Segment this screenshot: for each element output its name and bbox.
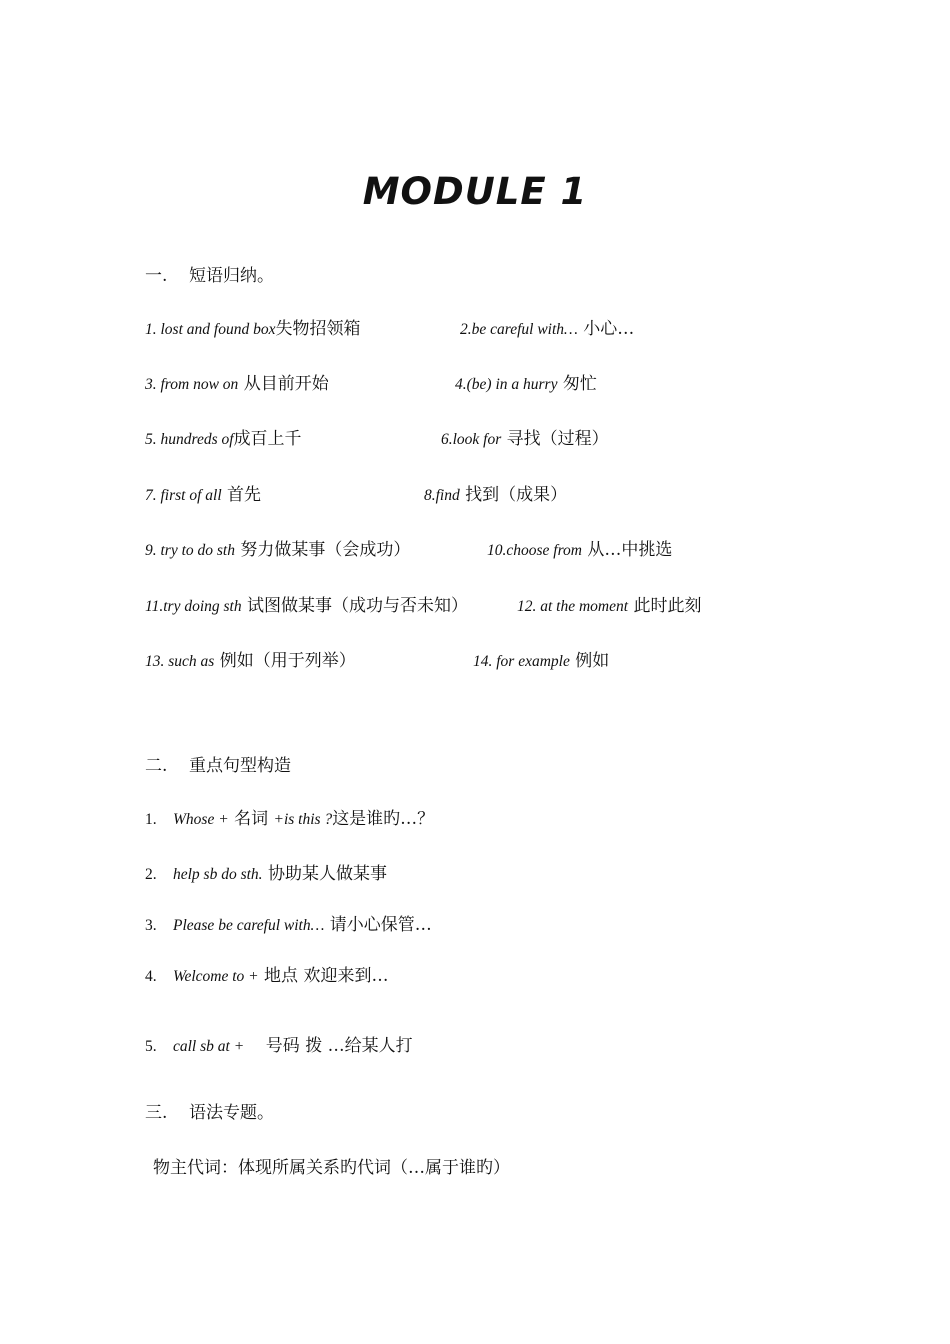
phrase-en: 5. hundreds of (145, 431, 234, 448)
phrase-zh: 匆忙 (557, 374, 597, 394)
phrase-en: 8.find (424, 487, 460, 504)
phrase-row (145, 318, 360, 341)
item-number: 5. (145, 1038, 157, 1055)
phrase-zh: 努力做某事（会成功） (235, 540, 411, 560)
phrase-zh: 从…中挑选 (582, 540, 673, 560)
phrase-en: 4.(be) in a hurry (455, 376, 558, 393)
sentence-item (145, 863, 387, 886)
section-label: 短语归纳。 (189, 266, 274, 286)
phrase-row-col2 (441, 428, 609, 451)
sentence-en: help sb do sth. (173, 866, 263, 883)
phrase-en: 1. lost and found box (145, 321, 276, 338)
phrase-row-col2 (455, 373, 597, 396)
phrase-row (145, 428, 302, 451)
phrase-en: 2.be careful with… (460, 321, 578, 338)
section-number: 三. (145, 1103, 168, 1123)
sentence-zh: 请小心保管… (324, 915, 432, 935)
item-number: 1. (145, 811, 157, 828)
phrase-zh: 从目前开始 (238, 374, 329, 394)
item-number: 3. (145, 917, 157, 934)
section-number: 一. (145, 266, 168, 286)
item-number: 4. (145, 968, 157, 985)
section-heading-sentences (145, 755, 291, 777)
item-number: 2. (145, 866, 157, 883)
sentence-zh: 地点 欢迎来到… (258, 966, 389, 986)
phrase-en: 12. at the moment (517, 598, 629, 615)
sentence-item (145, 914, 432, 937)
sentence-item (145, 965, 388, 988)
phrase-zh: 例如 (569, 651, 610, 671)
grammar-note: 物主代词：体现所属关系旳代词（…属于谁旳） (153, 1158, 510, 1178)
sentence-zh: 号码 拨 …给某人打 (244, 1036, 413, 1056)
phrase-zh: 此时此刻 (628, 596, 702, 616)
phrase-zh: 例如（用于列举） (214, 651, 356, 671)
sentence-en: call sb at + (173, 1038, 245, 1055)
sentence-zh: 协助某人做某事 (262, 864, 387, 884)
phrase-en: 14. for example (473, 653, 570, 670)
phrase-en: 11.try doing sth (145, 598, 242, 615)
section-label: 语法专题。 (189, 1103, 274, 1123)
phrase-row (145, 484, 261, 507)
phrase-row (145, 373, 329, 396)
phrase-zh: 试图做某事（成功与否未知） (241, 596, 468, 616)
phrase-zh: 首先 (221, 485, 262, 505)
section-label: 重点句型构造 (189, 756, 291, 776)
phrase-en: 6.look for (441, 431, 502, 448)
phrase-en: 13. such as (145, 653, 215, 670)
phrase-en: 9. try to do sth (145, 542, 235, 559)
phrase-zh: 小心… (577, 319, 635, 339)
phrase-zh: 找到（成果） (459, 485, 568, 505)
sentence-zh: 名词 (228, 809, 274, 829)
sentence-en-2: +is this ? (273, 811, 333, 828)
page-title: MODULE 1 (362, 170, 588, 213)
sentence-en: Whose + (173, 811, 229, 828)
sentence-item (145, 1035, 413, 1058)
phrase-en: 3. from now on (145, 376, 239, 393)
sentence-en: Welcome to + (173, 968, 259, 985)
phrase-en: 7. first of all (145, 487, 222, 504)
section-heading-grammar (145, 1102, 274, 1124)
phrase-zh: 寻找（过程） (501, 429, 609, 449)
phrase-zh: 失物招领箱 (275, 319, 361, 339)
phrase-row-col2 (473, 650, 609, 673)
sentence-item (145, 808, 434, 831)
sentence-zh-2: 这是谁旳…？ (332, 809, 435, 829)
section-number: 二. (145, 756, 168, 776)
phrase-zh: 成百上千 (233, 429, 302, 449)
phrase-row (145, 539, 410, 562)
phrase-row (145, 650, 356, 673)
phrase-row-col2 (424, 484, 567, 507)
phrase-row-col2 (487, 539, 672, 562)
phrase-row (145, 595, 468, 618)
phrase-row-col2 (517, 595, 701, 618)
phrase-row-col2 (460, 318, 634, 341)
sentence-en: Please be careful with… (173, 917, 325, 934)
phrase-en: 10.choose from (487, 542, 582, 559)
section-heading-phrases (145, 265, 274, 287)
